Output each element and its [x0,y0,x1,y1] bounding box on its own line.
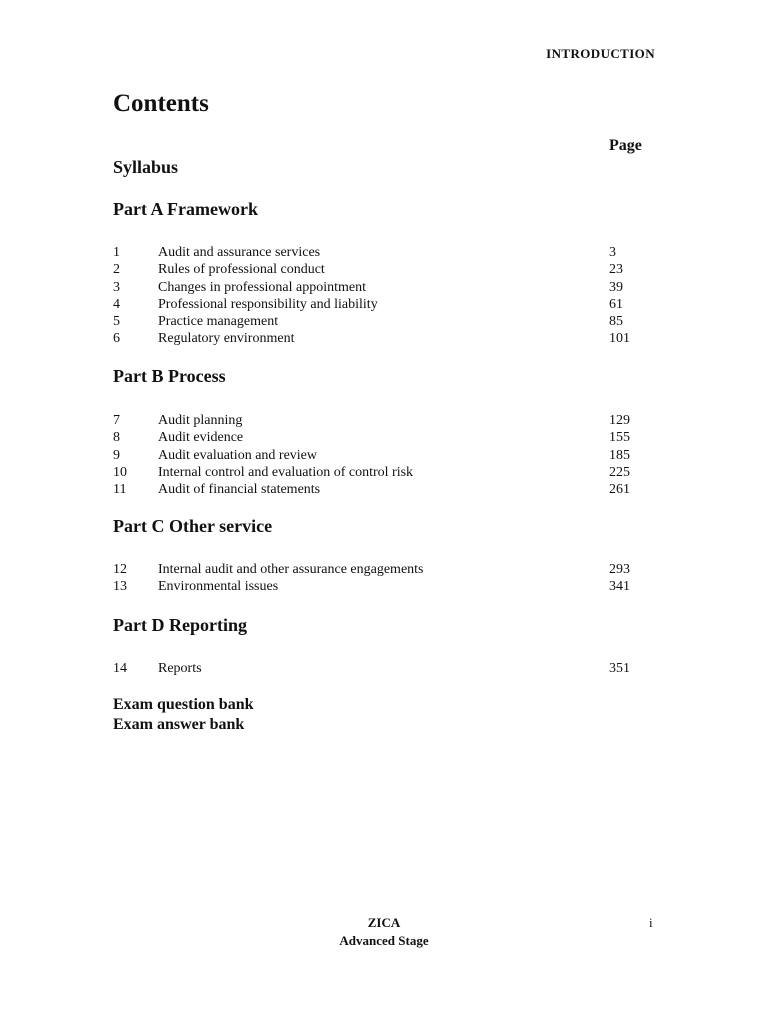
chapter-title: Audit evaluation and review [158,447,318,463]
chapter-number: 8 [113,430,120,446]
chapter-title: Reports [158,661,202,676]
chapter-title: Rules of professional conduct [158,262,325,278]
toc-row[interactable] [113,313,653,330]
toc-row[interactable] [113,429,653,446]
chapter-page: 351 [609,661,630,676]
part-b-chapters [113,412,653,498]
part-d-heading: Part D Reporting [113,615,247,635]
exam-answer-bank[interactable]: Exam answer bank [113,716,245,733]
exam-question-bank[interactable]: Exam question bank [113,696,254,713]
chapter-page: 101 [609,331,630,347]
chapter-number: 4 [113,296,120,312]
chapter-title: Environmental issues [158,579,279,595]
toc-row[interactable] [113,244,653,261]
chapter-title: Internal audit and other assurance engagements [158,562,424,577]
chapter-title: Audit planning [158,413,243,428]
chapter-page: 23 [609,262,623,278]
toc-row[interactable] [113,561,653,578]
chapter-number: 7 [113,413,120,428]
chapter-title: Professional responsibility and liability [158,296,378,312]
part-a-heading: Part A Framework [113,199,258,219]
chapter-page: 225 [609,464,630,480]
chapter-title: Regulatory environment [158,331,295,347]
chapter-title: Audit of financial statements [158,482,321,498]
chapter-number: 5 [113,314,120,330]
chapter-page: 185 [609,447,630,463]
chapter-number: 11 [113,482,127,498]
chapter-title: Audit evidence [158,430,244,446]
chapter-page: 85 [609,314,623,330]
toc-row[interactable] [113,464,653,481]
toc-row[interactable] [113,296,653,313]
chapter-number: 1 [113,245,120,260]
chapter-page: 61 [609,296,623,312]
chapter-number: 2 [113,262,120,278]
chapter-number: 6 [113,331,120,347]
chapter-page: 341 [609,579,630,595]
part-a-chapters [113,244,653,348]
chapter-title: Internal control and evaluation of control risk [158,464,414,480]
toc-row[interactable] [113,330,653,347]
page-number: i [649,915,653,930]
part-c-heading: Part C Other service [113,516,273,536]
toc-row[interactable] [113,481,653,498]
part-c-chapters [113,561,653,596]
chapter-number: 14 [113,661,127,676]
chapter-number: 13 [113,579,127,595]
chapter-page: 39 [609,279,623,295]
toc-row[interactable] [113,447,653,464]
syllabus-heading: Syllabus [113,157,179,177]
chapter-title: Audit and assurance services [158,245,321,260]
chapter-number: 10 [113,464,127,480]
footer-publisher: ZICA [367,915,401,930]
toc-row[interactable] [113,412,653,429]
chapter-page: 155 [609,430,630,446]
chapter-page: 3 [609,245,616,260]
chapter-number: 9 [113,447,120,463]
chapter-title: Changes in professional appointment [158,279,367,295]
chapter-page: 293 [609,562,630,577]
chapter-title: Practice management [158,314,279,330]
footer-stage: Advanced Stage [339,933,429,948]
chapter-number: 12 [113,562,127,577]
chapter-page: 129 [609,413,630,428]
chapter-number: 3 [113,279,120,295]
part-b-heading: Part B Process [113,366,226,386]
toc-row[interactable] [113,660,653,677]
running-header: INTRODUCTION [546,46,655,61]
part-d-chapters [113,660,653,677]
chapter-page: 261 [609,482,630,498]
toc-row[interactable] [113,578,653,595]
page-title: Contents [113,90,209,117]
toc-row[interactable] [113,279,653,296]
page-column-label: Page [609,137,642,154]
toc-row[interactable] [113,261,653,278]
